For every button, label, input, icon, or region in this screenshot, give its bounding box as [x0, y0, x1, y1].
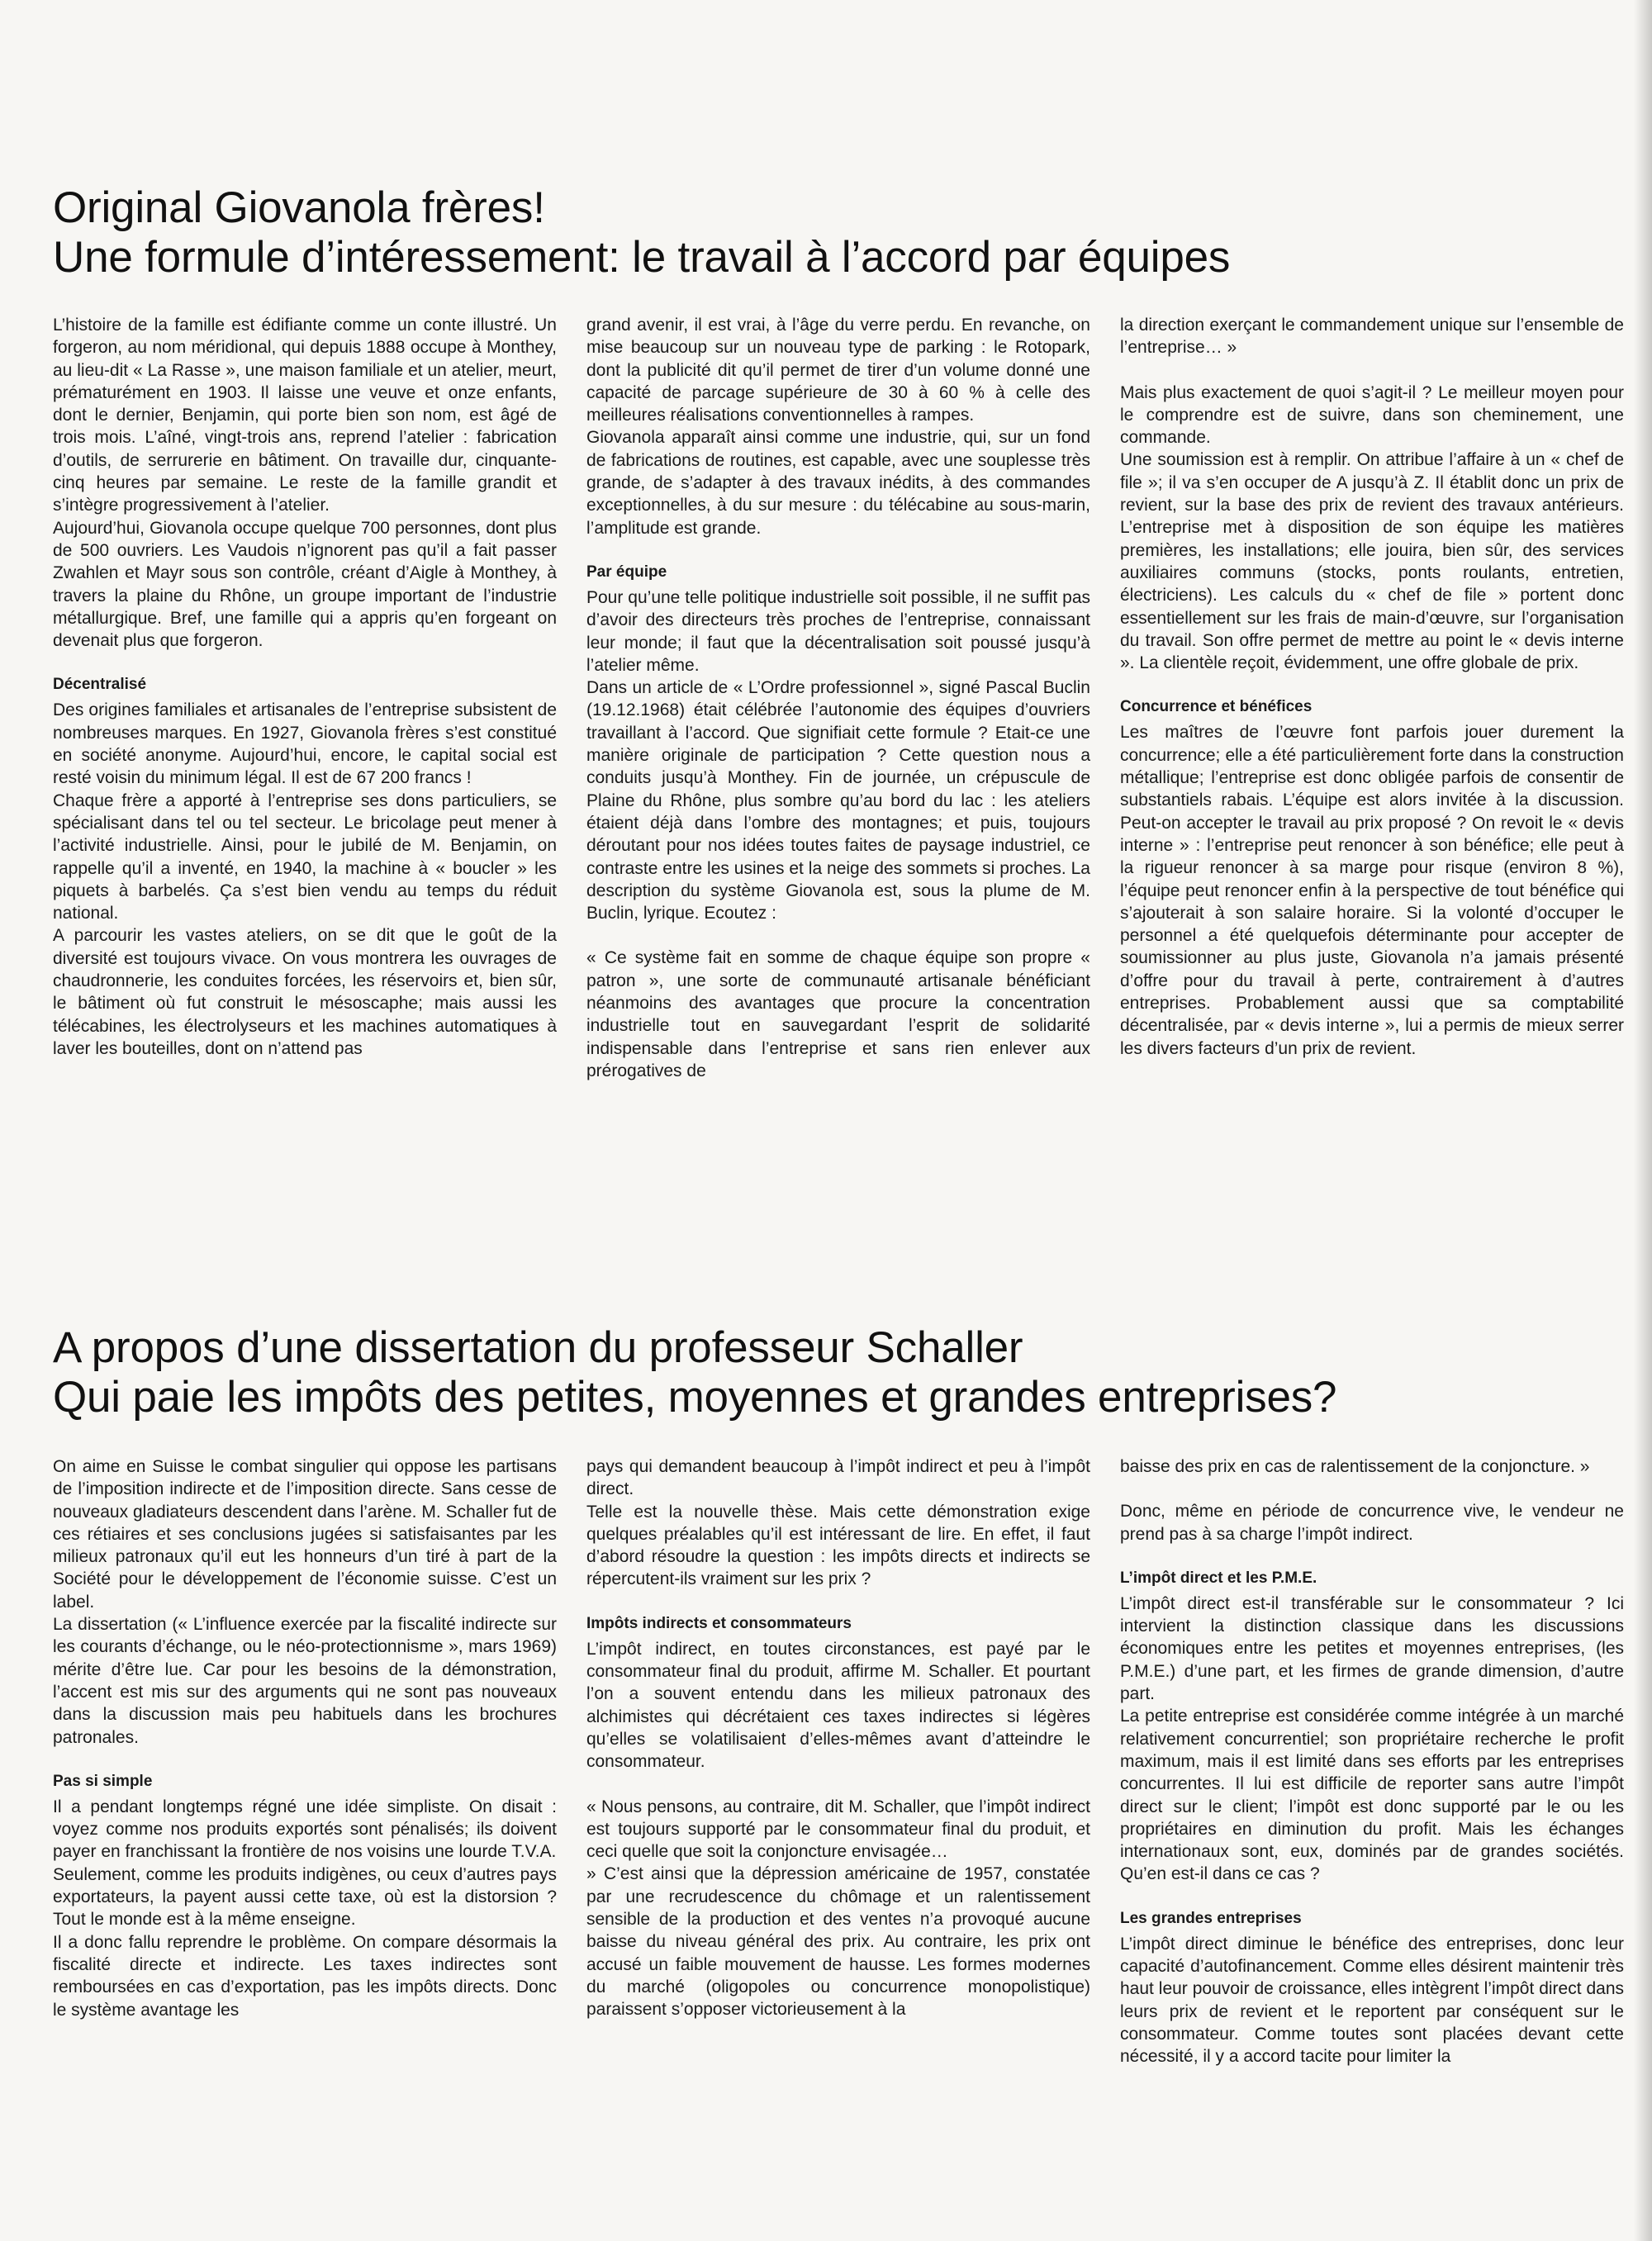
paragraph: Il a donc fallu reprendre le problème. On compare désormais la fiscalité directe et indirecte. Les taxes indirectes sont remboursées en cas d’exportation, pas les impôts directs. Donc le système avantage les: [53, 1932, 557, 2020]
section-heading: Concurrence et bénéfices: [1120, 698, 1313, 716]
paragraph: On aime en Suisse le combat singulier qui oppose les partisans de l’imposition indirecte et de l’imposition directe. Sans cesse de nouveaux gladiateurs descendent dans l’arène. M. Schaller fut de ces rétiaires et ses conclusions jugées si satisfaisantes par les milieux patronaux qu’il eut les honneurs d’un tiré à part de la Société pour le développement de l’économie suisse. C’est un label.: [53, 1457, 557, 1612]
column-1: [53, 1455, 557, 2068]
paragraph: La dissertation (« L’influence exercée par la fiscalité indirecte sur les courants d’échange, ou le néo-protectionnisme », mars 1969) mérite d’être lue. Car pour les besoins de la démonstration, l’accent est mis sur des arguments qui ne sont pas nouveaux dans la discussion mais peu habituels dans les brochures patronales.: [53, 1615, 557, 1747]
paragraph: A parcourir les vastes ateliers, on se dit que le goût de la diversité est toujours vivace. On vous montrera les ouvrages de chaudronnerie, les conduites forcées, les réservoirs et, bien sûr, le bâtiment où fut construit le mésoscaphe; mais aussi les télécabines, les électrolyseurs et les machines automatiques à laver les bouteilles, dont on n’attend pas: [53, 926, 557, 1058]
paragraph: Aujourd’hui, Giovanola occupe quelque 700 personnes, dont plus de 500 ouvriers. Les Vaudois n’ignorent pas qu’il a fait passer Zwahlen et Mayr sous son contrôle, créant d’Aigle à Monthey, à travers la plaine du Rhône, un groupe important de l’industrie métallurgique. Bref, une famille qui a appris qu’en forgeant on devenait plus que forgeron.: [53, 518, 557, 651]
article-schaller: [53, 1323, 1631, 2068]
paragraph: Giovanola apparaît ainsi comme une industrie, qui, sur un fond de fabrications de routines, est capable, avec une souplesse très grande, de s’adapter à des travaux inédits, à des commandes exceptionnelles, à du sur mesure : du télécabine au sous-marin, l’amplitude est grande.: [586, 428, 1090, 538]
paragraph: Une soumission est à remplir. On attribue l’affaire à un « chef de file »; il va s’en occuper de A jusqu’à Z. Il établit donc un prix de revient, sur la base des prix de revient des travaux antérieurs. L’entreprise met à disposition de son équipe les matières premières, les installations; elle jouira, bien sûr, des services auxiliaires communs (stocks, ponts roulants, entretien, électriciens). Les calculs du « chef de file » portent donc essentiellement sur les frais de main-d’œuvre, sur l’organisation du travail. Son offre permet de mettre au point le « devis interne ». La clientèle reçoit, évidemment, une offre globale de prix.: [1120, 450, 1624, 673]
section-heading: Décentralisé: [53, 676, 147, 694]
paragraph: Telle est la nouvelle thèse. Mais cette démonstration exige quelques préalables qu’il est intéressant de lire. En effet, il faut d’abord résoudre la question : les impôts directs et indirects se répercutent-ils vraiment sur les prix ?: [586, 1502, 1090, 1589]
paragraph: L’impôt direct est-il transférable sur le consommateur ? Ici intervient la distinction classique dans les discussions économiques entre les petites et moyennes entreprises, (les P.M.E.) d’une part, et les firmes de grande dimension, d’autre part.: [1120, 1593, 1624, 1704]
section-heading: L’impôt direct et les P.M.E.: [1120, 1569, 1317, 1587]
paragraph: la direction exerçant le commandement unique sur l’ensemble de l’entreprise… »: [1120, 316, 1624, 358]
paragraph: baisse des prix en cas de ralentissement de la conjoncture. »: [1120, 1457, 1590, 1476]
title-line-1: A propos d’une dissertation du professeur Schaller: [53, 1323, 1023, 1372]
article-giovanola: [53, 183, 1631, 1082]
page-edge-shadow: [1634, 0, 1652, 2241]
section-heading: Impôts indirects et consommateurs: [586, 1614, 852, 1632]
paragraph: Les maîtres de l’œuvre font parfois jouer durement la concurrence; elle a été particulièrement forte dans la construction métallique; l’entreprise est donc obligée parfois de consentir de substantiels rabais. L’équipe est alors invitée à la discussion. Peut-on accepter le travail au prix proposé ? On revoit le « devis interne » : l’entreprise peut renoncer à son bénéfice; elle peut à la rigueur renoncer à sa marge pour risque (environ 8 %), l’équipe peut renoncer enfin à la perspective de tout bénéfice qui s’ajouterait à son salaire horaire. Si la volonté d’occuper le personnel a été quelquefois déterminante pour accepter de soumissionner au plus juste, Giovanola n’a jamais présenté d’offre pour du travail à perte, contrairement à d’autres entreprises. Probablement aussi que sa comptabilité décentralisée, par « devis interne », lui a permis de mieux serrer les divers facteurs d’un prix de revient.: [1120, 723, 1624, 1058]
paragraph: Chaque frère a apporté à l’entreprise ses dons particuliers, se spécialisant dans tel ou tel secteur. Le bricolage peut mener à l’activité industrielle. Ainsi, pour le jubilé de M. Benjamin, on rappelle qu’il a inventé, en 1940, la machine à « boucler » les piquets à barbelés. Ça s’est bien vendu au temps du réduit national.: [53, 791, 557, 923]
section-heading: Pas si simple: [53, 1772, 153, 1790]
paragraph: Mais plus exactement de quoi s’agit-il ? Le meilleur moyen pour le comprendre est de suivre, dans son cheminement, une commande.: [1120, 382, 1624, 448]
quote-paragraph: » C’est ainsi que la dépression américaine de 1957, constatée par une recrudescence du chômage et un ralentissement sensible de la production et des ventes n’a provoqué aucune baisse du niveau général des prix. Au contraire, les prix ont accusé un faible mouvement de hausse. Les formes modernes du marché (oligopoles ou concurrence monopolistique) paraissent s’opposer victorieusement à la: [586, 1864, 1090, 2020]
title-line-2: Une formule d’intéressement: le travail à l’accord par équipes: [53, 233, 1231, 282]
column-3: [1120, 1455, 1624, 2068]
paragraph: grand avenir, il est vrai, à l’âge du verre perdu. En revanche, on mise beaucoup sur un nouveau type de parking : le Rotopark, dont la publicité dit qu’il permet de tirer d’un volume donné une capacité de parcage supérieure de 30 à 60 % à celle des meilleures réalisations conventionnelles à rampes.: [586, 316, 1090, 425]
article-columns: [53, 1455, 1631, 2068]
paragraph: pays qui demandent beaucoup à l’impôt indirect et peu à l’impôt direct.: [586, 1457, 1090, 1499]
paragraph: Il a pendant longtemps régné une idée simpliste. On disait : voyez comme nos produits exportés sont pénalisés; ils doivent payer en franchissant la frontière de nos voisins une lourde T.V.A.: [53, 1797, 557, 1862]
paragraph: La petite entreprise est considérée comme intégrée à un marché relativement concurrentiel; son propriétaire recherche le profit maximum, mais il est limité dans ses efforts par les entreprises concurrentes. Il lui est difficile de reporter sans autre l’impôt direct sur le client; l’impôt est donc supporté par le ou les propriétaires en diminution du profit. Mais les échanges internationaux sont, eux, dominés par de grandes sociétés. Qu’en est-il dans ce cas ?: [1120, 1707, 1624, 1884]
article-title: [53, 183, 1631, 282]
paragraph: Pour qu’une telle politique industrielle soit possible, il ne suffit pas d’avoir des directeurs très proches de l’entreprise, connaissant leur monde; il faut que la décentralisation soit poussé jusqu’à l’atelier même.: [586, 587, 1090, 675]
column-3: [1120, 314, 1624, 1082]
title-line-2: Qui paie les impôts des petites, moyennes et grandes entreprises?: [53, 1373, 1337, 1422]
section-heading: Les grandes entreprises: [1120, 1909, 1302, 1927]
paragraph: L’impôt direct diminue le bénéfice des entreprises, donc leur capacité d’autofinancement. Comme elles désirent maintenir très haut leur pouvoir de croissance, elles intègrent l’impôt direct dans leurs prix de revient et le reportent par conséquent sur le consommateur. Comme toutes sont placées devant cette nécessité, il y a accord tacite pour limiter la: [1120, 1934, 1624, 2067]
paragraph: Seulement, comme les produits indigènes, ou ceux d’autres pays exportateurs, la payent aussi cette taxe, où est la distorsion ? Tout le monde est à la même enseigne.: [53, 1864, 557, 1930]
article-columns: [53, 314, 1631, 1082]
paragraph: L’impôt indirect, en toutes circonstances, est payé par le consommateur final du produit, affirme M. Schaller. Et pourtant l’on a souvent entendu dans les milieux patronaux des alchimistes qui décrétaient ces taxes indirectes si légères qu’elles se volatilisaient d’elles-mêmes avant d’atteindre le consommateur.: [586, 1639, 1090, 1772]
paragraph: L’histoire de la famille est édifiante comme un conte illustré. Un forgeron, au nom méridional, qui depuis 1888 occupe à Monthey, au lieu-dit « La Rasse », une maison familiale et un atelier, meurt, prématurément en 1903. Il laisse une veuve et onze enfants, dont le dernier, Benjamin, qui porte bien son nom, est âgé de trois mois. L’aîné, vingt-trois ans, reprend l’atelier : fabrication d’outils, de serrurerie en bâtiment. On travaille dur, cinquante-cinq heures par semaine. Le reste de la famille grandit et s’intègre progressivement à l’atelier.: [53, 316, 557, 515]
section-heading: Par équipe: [586, 563, 667, 581]
title-line-1: Original Giovanola frères!: [53, 183, 545, 232]
paragraph: Des origines familiales et artisanales de l’entreprise subsistent de nombreuses marques. En 1927, Giovanola frères s’est constitué en société anonyme. Aujourd’hui, encore, le capital social est resté voisin du minimum légal. Il est de 67 200 francs !: [53, 700, 557, 788]
article-title: [53, 1323, 1631, 1422]
quote-paragraph: « Ce système fait en somme de chaque équipe son propre « patron », une sorte de communauté artisanale bénéficiant néanmoins des avantages que procure la concentration industrielle tout en sauvegardant l’esprit de solidarité indispensable dans l’entreprise et sans rien enlever aux prérogatives de: [586, 948, 1090, 1080]
quote-paragraph: « Nous pensons, au contraire, dit M. Schaller, que l’impôt indirect est toujours supporté par le consommateur final du produit, et ceci quelle que soit la conjoncture envisagée…: [586, 1797, 1090, 1862]
paragraph: Donc, même en période de concurrence vive, le vendeur ne prend pas à sa charge l’impôt indirect.: [1120, 1502, 1624, 1544]
column-2: [586, 1455, 1090, 2068]
column-1: [53, 314, 557, 1082]
column-2: [586, 314, 1090, 1082]
paragraph: Dans un article de « L’Ordre professionnel », signé Pascal Buclin (19.12.1968) était célébrée l’autonomie des équipes d’ouvriers travaillant à l’accord. Que signifiait cette formule ? Etait-ce une manière originale de participation ? Cette question nous a conduits jusqu’à Monthey. Fin de journée, un crépuscule de Plaine du Rhône, plus sombre qu’au bord du lac : les ateliers étaient déjà dans l’ombre des montagnes; et puis, toujours déroutant pour nos idées toutes faites de paysage industriel, ce contraste entre les usines et la neige des sommets si proches. La description du système Giovanola est, sous la plume de M. Buclin, lyrique. Ecoutez :: [586, 678, 1090, 923]
